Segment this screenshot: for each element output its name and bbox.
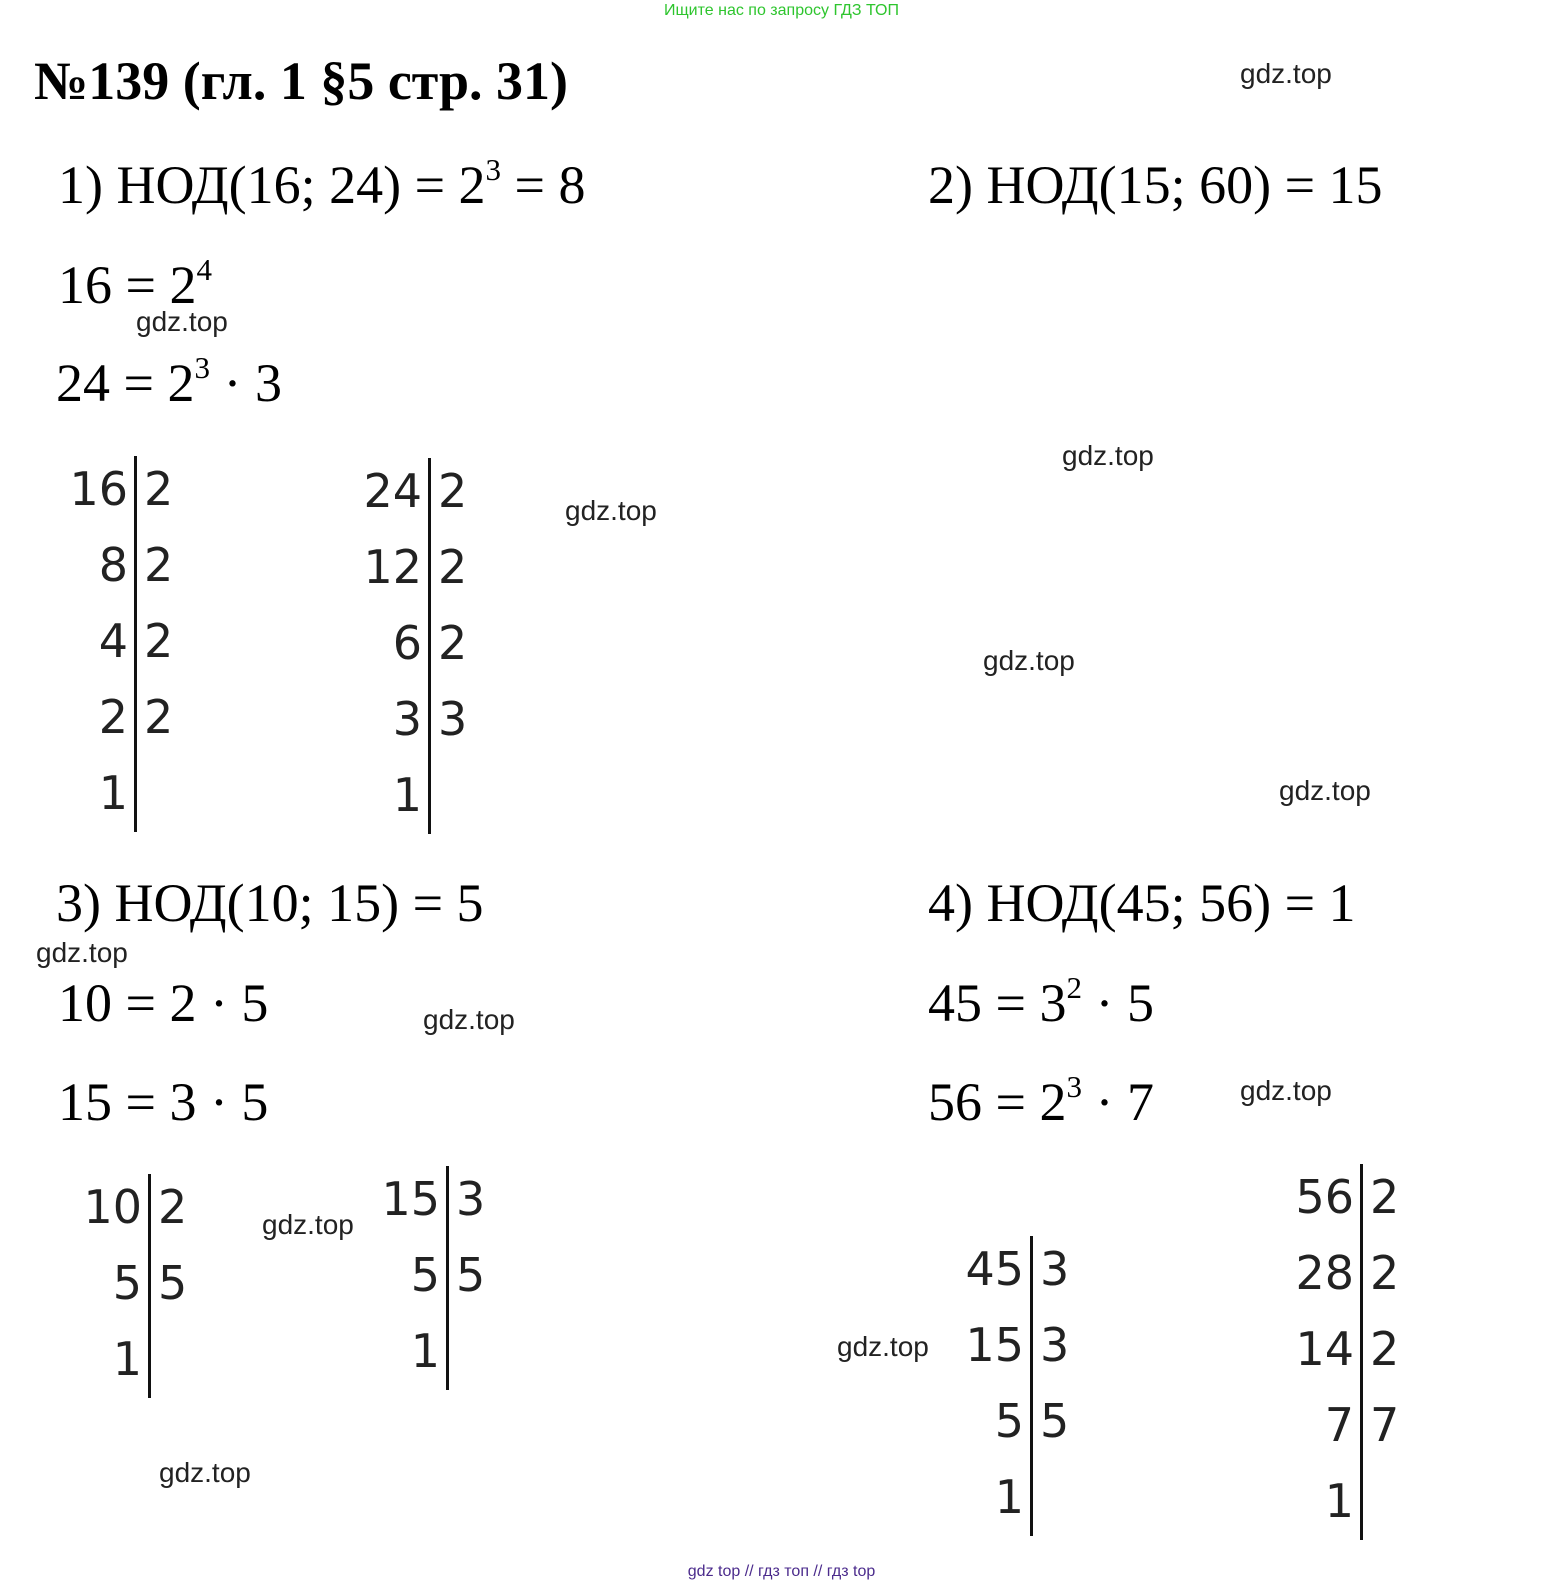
prime-factor: 5	[1040, 1394, 1070, 1448]
watermark: gdz.top	[423, 1004, 515, 1035]
watermark: gdz.top	[1062, 440, 1154, 471]
dividend-value: 3	[392, 692, 422, 746]
division-line	[1360, 1164, 1363, 1540]
prime-factor: 2	[438, 540, 468, 594]
task1-heading: 1) НОД(16; $24) = 2^3 = 8$	[58, 152, 586, 215]
prime-factor: 2	[144, 614, 174, 668]
division-table-15	[368, 1172, 508, 1400]
dividend-value: 16	[69, 462, 128, 516]
prime-factor: 3	[1040, 1242, 1070, 1296]
prime-factor: 2	[438, 464, 468, 518]
watermark: gdz.top	[136, 306, 228, 337]
dividend-value: 45	[965, 1242, 1024, 1296]
dividend-value: 1	[994, 1470, 1024, 1524]
prime-factor: 2	[158, 1180, 188, 1234]
dividend-value: 56	[1295, 1170, 1354, 1224]
dividend-value: 6	[392, 616, 422, 670]
division-table-16	[60, 462, 200, 842]
dividend-value: 12	[363, 540, 422, 594]
search-banner: Ищите нас по запросу ГДЗ ТОП	[664, 2, 899, 19]
division-line	[446, 1166, 449, 1390]
prime-factor: 2	[144, 462, 174, 516]
watermark: gdz.top	[1279, 775, 1371, 806]
dividend-value: 5	[410, 1248, 440, 1302]
dividend-value: 28	[1295, 1246, 1354, 1300]
dividend-value: 5	[994, 1394, 1024, 1448]
prime-factor: 3	[438, 692, 468, 746]
task3-factorization-10: 10 = 2 · 5	[58, 973, 269, 1033]
dividend-value: 4	[98, 614, 128, 668]
dividend-value: 5	[112, 1256, 142, 1310]
task2-heading: 2) НОД(15; 60) = 15	[928, 155, 1383, 215]
task1-factorization-16: $16 = 2^4$	[58, 252, 212, 315]
division-line	[134, 456, 137, 832]
dividend-value: 1	[410, 1324, 440, 1378]
dividend-value: 14	[1295, 1322, 1354, 1376]
dividend-value: 7	[1324, 1398, 1354, 1452]
dividend-value: 1	[392, 768, 422, 822]
dividend-value: 10	[83, 1180, 142, 1234]
division-line	[428, 458, 431, 834]
watermark: gdz.top	[262, 1209, 354, 1240]
division-table-10	[72, 1180, 212, 1408]
watermark: gdz.top	[983, 645, 1075, 676]
watermark: gdz.top	[36, 937, 128, 968]
division-table-45	[950, 1242, 1090, 1546]
prime-factor: 7	[1370, 1398, 1400, 1452]
watermark: gdz.top	[837, 1331, 929, 1362]
dividend-value: 15	[965, 1318, 1024, 1372]
task4-factorization-56: $56 = 2^3 \cdot 7$	[928, 1069, 1154, 1132]
dividend-value: 1	[112, 1332, 142, 1386]
prime-factor: 3	[1040, 1318, 1070, 1372]
task1-factorization-24: $24 = 2^3 \cdot 3$	[56, 350, 282, 413]
prime-factor: 5	[456, 1248, 486, 1302]
prime-factor: 2	[1370, 1322, 1400, 1376]
prime-factor: 2	[1370, 1246, 1400, 1300]
dividend-value: 2	[98, 690, 128, 744]
watermark: gdz.top	[565, 495, 657, 526]
division-table-56	[1284, 1170, 1424, 1550]
watermark: gdz.top	[1240, 58, 1332, 89]
prime-factor: 3	[456, 1172, 486, 1226]
task4-factorization-45: $45 = 3^2 \cdot 5$	[928, 970, 1154, 1033]
division-line	[1030, 1236, 1033, 1536]
dividend-value: 8	[98, 538, 128, 592]
prime-factor: 5	[158, 1256, 188, 1310]
task3-heading: 3) НОД(10; 15) = 5	[56, 873, 484, 933]
watermark: gdz.top	[1240, 1075, 1332, 1106]
task4-heading: 4) НОД(45; 56) = 1	[928, 873, 1356, 933]
division-table-24	[352, 464, 492, 844]
footer-links: gdz top // гдз топ // гдз top	[687, 1563, 876, 1580]
prime-factor: 2	[144, 690, 174, 744]
page-title: №139 (гл. 1 §5 стр. 31)	[34, 51, 568, 111]
task3-factorization-15: 15 = 3 · 5	[58, 1072, 269, 1132]
watermark: gdz.top	[159, 1457, 251, 1488]
dividend-value: 1	[1324, 1474, 1354, 1528]
dividend-value: 15	[381, 1172, 440, 1226]
dividend-value: 24	[363, 464, 422, 518]
prime-factor: 2	[1370, 1170, 1400, 1224]
prime-factor: 2	[438, 616, 468, 670]
dividend-value: 1	[98, 766, 128, 820]
division-line	[148, 1174, 151, 1398]
prime-factor: 2	[144, 538, 174, 592]
